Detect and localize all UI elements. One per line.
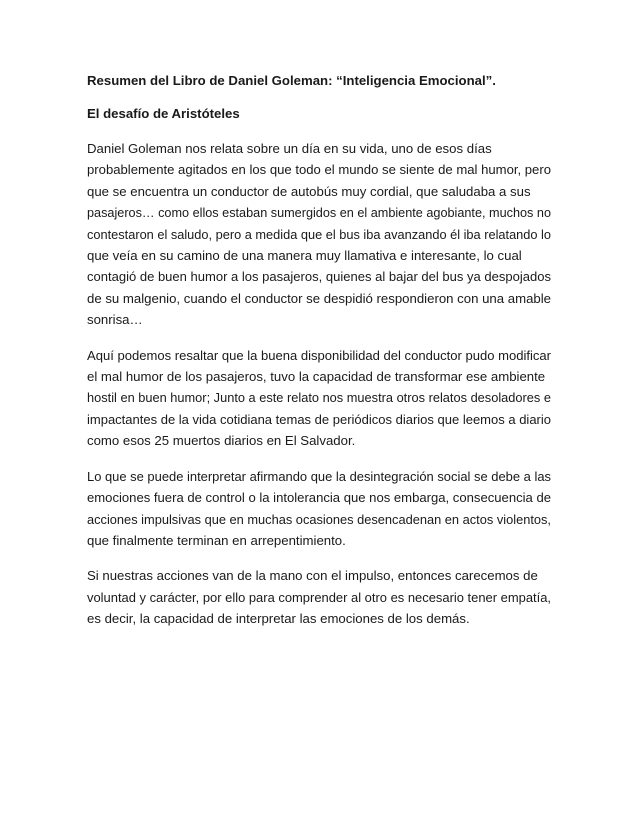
document-page — [87, 72, 551, 644]
paragraph-line: emociones fuera de control o la intolerancia que nos embarga, consecuencia de — [87, 490, 551, 506]
paragraph-line: Si nuestras acciones van de la mano con el impulso, entonces carecemos de — [87, 568, 538, 584]
paragraph-line: el mal humor de los pasajeros, tuvo la capacidad de transformar ese ambiente — [87, 369, 546, 385]
paragraph-line: acciones impulsivas que en muchas ocasiones desencadenan en actos violentos, — [87, 511, 551, 527]
body-paragraph — [87, 466, 551, 552]
paragraph-line: contestaron el saludo, pero a medida que el bus iba avanzando él iba relatando lo — [87, 226, 551, 242]
paragraph-line: voluntad y carácter, por ello para comprender al otro es necesario tener empatía, — [87, 589, 551, 605]
paragraph-line: probablemente agitados en los que todo el mundo se siente de mal humor, pero — [87, 162, 551, 178]
paragraph-line: es decir, la capacidad de interpretar las emociones de los demás. — [87, 611, 470, 627]
paragraph-line: Aquí podemos resaltar que la buena disponibilidad del conductor pudo modificar — [87, 347, 551, 363]
body-paragraph — [87, 138, 551, 331]
paragraph-line: sonrisa… — [87, 312, 143, 328]
body-paragraph — [87, 345, 551, 452]
paragraph-line: pasajeros… como ellos estaban sumergidos en el ambiente agobiante, muchos no — [87, 205, 551, 221]
paragraph-line: de su malgenio, cuando el conductor se despidió respondieron con una amable — [87, 290, 551, 306]
paragraph-line: Lo que se puede interpretar afirmando que la desintegración social se debe a las — [87, 468, 551, 484]
paragraph-line: hostil en buen humor; Junto a este relato nos muestra otros relatos desoladores e — [87, 390, 551, 406]
paragraph-line: que finalmente terminan en arrepentimiento. — [87, 532, 346, 548]
document-body — [87, 138, 551, 630]
paragraph-line: que se encuentra un conductor de autobús muy cordial, que saludaba a sus — [87, 183, 531, 199]
document-subtitle: El desafío de Aristóteles — [87, 106, 240, 121]
paragraph-line: Daniel Goleman nos relata sobre un día en su vida, uno de esos días — [87, 141, 492, 156]
paragraph-line: que veía en su camino de una manera muy llamativa e interesante, lo cual — [87, 248, 522, 264]
document-title: Resumen del Libro de Daniel Goleman: “Inteligencia Emocional”. — [87, 73, 496, 88]
paragraph-line: impactantes de la vida cotidiana temas de periódicos diarios que leemos a diario — [87, 411, 551, 427]
body-paragraph — [87, 565, 551, 629]
paragraph-line: contagió de buen humor a los pasajeros, quienes al bajar del bus ya despojados — [87, 269, 551, 285]
paragraph-line: como esos 25 muertos diarios en El Salvador. — [87, 433, 356, 449]
